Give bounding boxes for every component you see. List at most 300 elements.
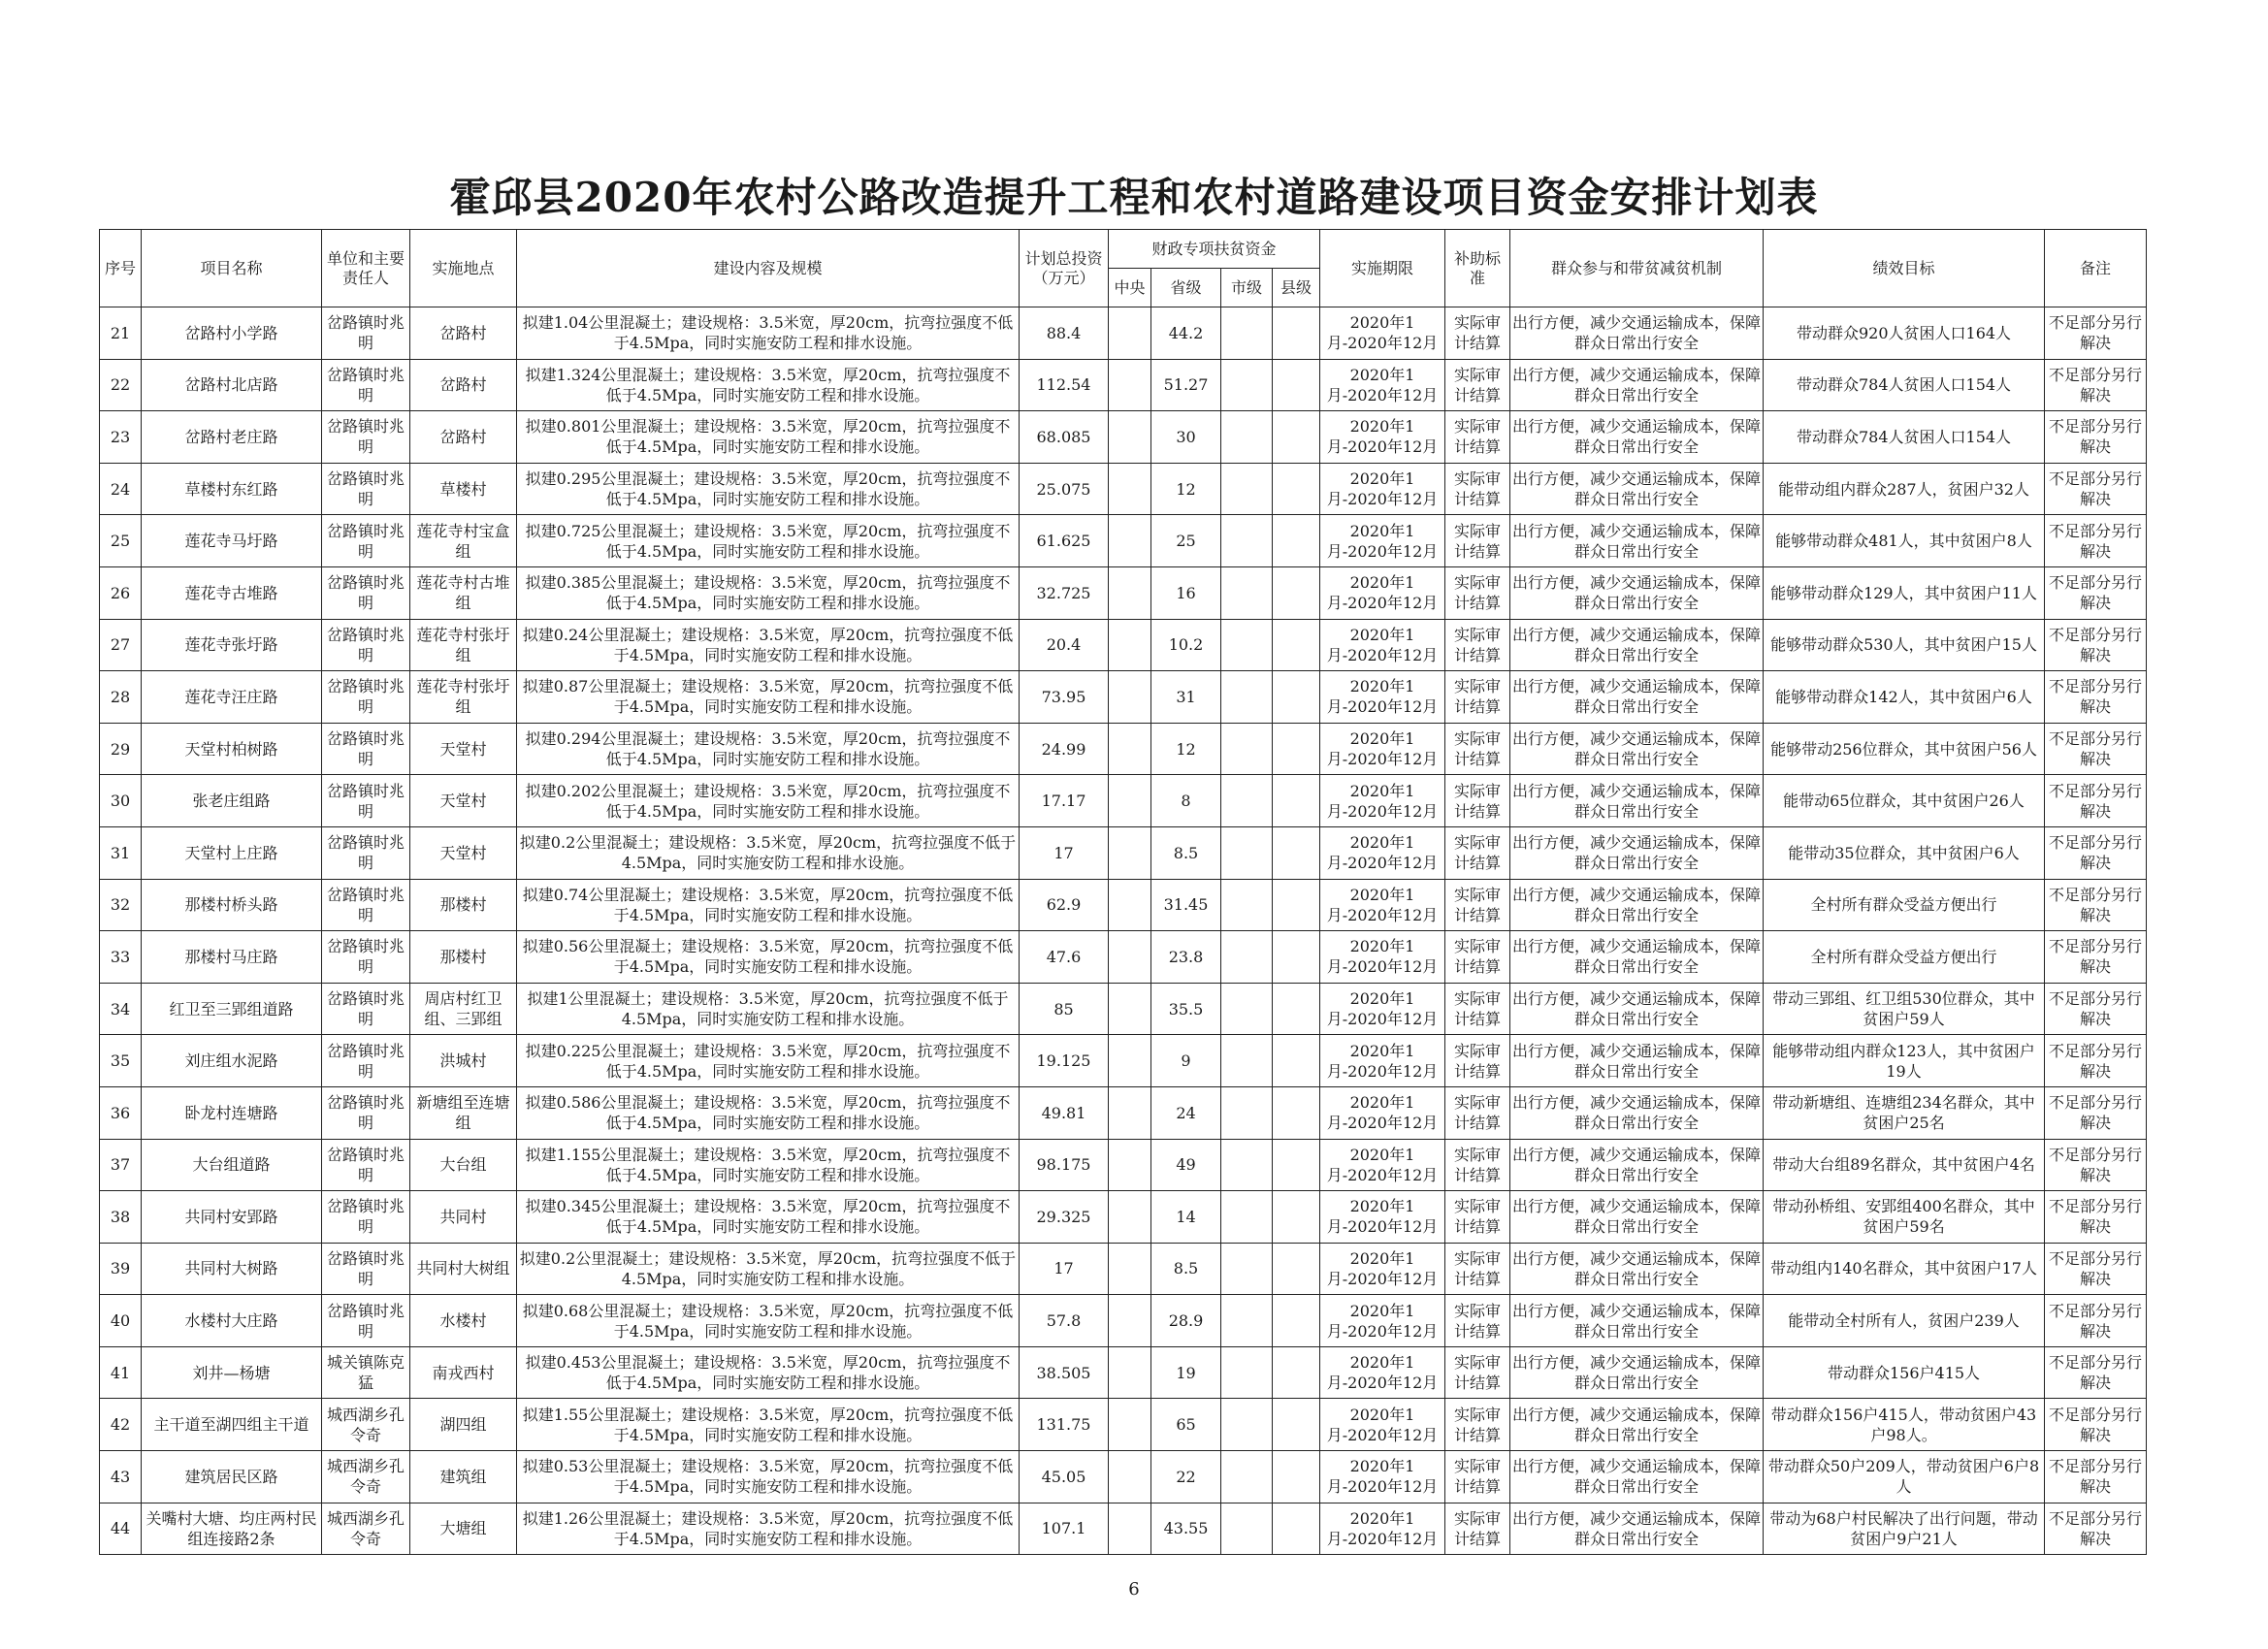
cell-province: 35.5 <box>1151 983 1221 1035</box>
cell-performance: 能带动全村所有人，贫困户239人 <box>1764 1295 2045 1347</box>
cell-subsidy: 实际审计结算 <box>1445 619 1510 671</box>
cell-content: 拟建0.586公里混凝土；建设规格：3.5米宽，厚20cm，抗弯拉强度不低于4.5Mpa，同时实施安防工程和排水设施。 <box>517 1086 1020 1139</box>
cell-subsidy: 实际审计结算 <box>1445 671 1510 724</box>
cell-total: 19.125 <box>1020 1035 1109 1087</box>
cell-seq: 39 <box>100 1243 142 1295</box>
cell-seq: 30 <box>100 775 142 827</box>
cell-location: 水楼村 <box>410 1295 517 1347</box>
cell-period: 2020年1月-2020年12月 <box>1320 879 1445 931</box>
cell-seq: 34 <box>100 983 142 1035</box>
cell-county <box>1273 307 1320 360</box>
cell-city <box>1221 619 1273 671</box>
cell-name: 那楼村桥头路 <box>142 879 322 931</box>
header-province: 省级 <box>1151 269 1221 307</box>
cell-county <box>1273 1243 1320 1295</box>
cell-central <box>1109 1139 1151 1191</box>
cell-seq: 37 <box>100 1139 142 1191</box>
cell-seq: 21 <box>100 307 142 360</box>
cell-province: 51.27 <box>1151 359 1221 411</box>
cell-subsidy: 实际审计结算 <box>1445 463 1510 515</box>
cell-province: 49 <box>1151 1139 1221 1191</box>
cell-subsidy: 实际审计结算 <box>1445 1139 1510 1191</box>
cell-central <box>1109 1503 1151 1555</box>
cell-period: 2020年1月-2020年12月 <box>1320 1139 1445 1191</box>
cell-performance: 带动三郢组、红卫组530位群众，其中贫困户59人 <box>1764 983 2045 1035</box>
cell-province: 44.2 <box>1151 307 1221 360</box>
cell-city <box>1221 515 1273 567</box>
table-row <box>100 1243 2147 1295</box>
cell-mechanism: 出行方便，减少交通运输成本，保障群众日常出行安全 <box>1510 566 1764 619</box>
cell-name: 莲花寺古堆路 <box>142 566 322 619</box>
cell-remark: 不足部分另行解决 <box>2045 307 2147 360</box>
cell-remark: 不足部分另行解决 <box>2045 671 2147 724</box>
header-total: 计划总投资（万元） <box>1020 230 1109 307</box>
cell-name: 莲花寺马圩路 <box>142 515 322 567</box>
cell-location: 天堂村 <box>410 775 517 827</box>
cell-county <box>1273 463 1320 515</box>
cell-period: 2020年1月-2020年12月 <box>1320 1346 1445 1399</box>
cell-city <box>1221 463 1273 515</box>
cell-content: 拟建0.725公里混凝土；建设规格：3.5米宽，厚20cm，抗弯拉强度不低于4.5Mpa，同时实施安防工程和排水设施。 <box>517 515 1020 567</box>
cell-remark: 不足部分另行解决 <box>2045 723 2147 775</box>
cell-seq: 28 <box>100 671 142 724</box>
cell-city <box>1221 411 1273 464</box>
cell-content: 拟建1公里混凝土；建设规格：3.5米宽，厚20cm，抗弯拉强度不低于4.5Mpa，同时实施安防工程和排水设施。 <box>517 983 1020 1035</box>
cell-seq: 44 <box>100 1503 142 1555</box>
cell-mechanism: 出行方便，减少交通运输成本，保障群众日常出行安全 <box>1510 619 1764 671</box>
cell-mechanism: 出行方便，减少交通运输成本，保障群众日常出行安全 <box>1510 1191 1764 1244</box>
cell-location: 共同村大树组 <box>410 1243 517 1295</box>
cell-province: 24 <box>1151 1086 1221 1139</box>
cell-mechanism: 出行方便，减少交通运输成本，保障群众日常出行安全 <box>1510 879 1764 931</box>
cell-seq: 33 <box>100 931 142 984</box>
cell-total: 107.1 <box>1020 1503 1109 1555</box>
cell-content: 拟建0.202公里混凝土；建设规格：3.5米宽，厚20cm，抗弯拉强度不低于4.5Mpa，同时实施安防工程和排水设施。 <box>517 775 1020 827</box>
cell-remark: 不足部分另行解决 <box>2045 515 2147 567</box>
cell-name: 天堂村柏树路 <box>142 723 322 775</box>
cell-performance: 全村所有群众受益方便出行 <box>1764 879 2045 931</box>
cell-province: 31 <box>1151 671 1221 724</box>
cell-name: 张老庄组路 <box>142 775 322 827</box>
cell-total: 98.175 <box>1020 1139 1109 1191</box>
cell-performance: 带动新塘组、连塘组234名群众，其中贫困户25名 <box>1764 1086 2045 1139</box>
cell-period: 2020年1月-2020年12月 <box>1320 1451 1445 1504</box>
cell-content: 拟建0.345公里混凝土；建设规格：3.5米宽，厚20cm，抗弯拉强度不低于4.5Mpa，同时实施安防工程和排水设施。 <box>517 1191 1020 1244</box>
cell-total: 17.17 <box>1020 775 1109 827</box>
cell-period: 2020年1月-2020年12月 <box>1320 359 1445 411</box>
cell-performance: 带动群众156户415人，带动贫困户43户98人。 <box>1764 1399 2045 1451</box>
cell-subsidy: 实际审计结算 <box>1445 1243 1510 1295</box>
cell-subsidy: 实际审计结算 <box>1445 1503 1510 1555</box>
cell-seq: 42 <box>100 1399 142 1451</box>
cell-seq: 41 <box>100 1346 142 1399</box>
cell-subsidy: 实际审计结算 <box>1445 775 1510 827</box>
cell-total: 29.325 <box>1020 1191 1109 1244</box>
cell-province: 8 <box>1151 775 1221 827</box>
cell-remark: 不足部分另行解决 <box>2045 566 2147 619</box>
cell-performance: 能够带动组内群众123人，其中贫困户19人 <box>1764 1035 2045 1087</box>
cell-performance: 能带动65位群众，其中贫困户26人 <box>1764 775 2045 827</box>
cell-name: 卧龙村连塘路 <box>142 1086 322 1139</box>
cell-location: 莲花寺村张圩组 <box>410 619 517 671</box>
cell-period: 2020年1月-2020年12月 <box>1320 1035 1445 1087</box>
cell-name: 建筑居民区路 <box>142 1451 322 1504</box>
cell-remark: 不足部分另行解决 <box>2045 1035 2147 1087</box>
cell-period: 2020年1月-2020年12月 <box>1320 515 1445 567</box>
header-name: 项目名称 <box>142 230 322 307</box>
cell-location: 南戎西村 <box>410 1346 517 1399</box>
cell-city <box>1221 931 1273 984</box>
cell-remark: 不足部分另行解决 <box>2045 983 2147 1035</box>
cell-performance: 能够带动256位群众，其中贫困户56人 <box>1764 723 2045 775</box>
cell-subsidy: 实际审计结算 <box>1445 1399 1510 1451</box>
cell-seq: 32 <box>100 879 142 931</box>
cell-unit: 岔路镇时兆明 <box>322 1086 410 1139</box>
cell-county <box>1273 983 1320 1035</box>
cell-province: 28.9 <box>1151 1295 1221 1347</box>
cell-location: 天堂村 <box>410 723 517 775</box>
cell-remark: 不足部分另行解决 <box>2045 1086 2147 1139</box>
cell-name: 红卫至三郢组道路 <box>142 983 322 1035</box>
header-content: 建设内容及规模 <box>517 230 1020 307</box>
cell-total: 131.75 <box>1020 1399 1109 1451</box>
cell-remark: 不足部分另行解决 <box>2045 1295 2147 1347</box>
cell-remark: 不足部分另行解决 <box>2045 619 2147 671</box>
cell-period: 2020年1月-2020年12月 <box>1320 775 1445 827</box>
cell-unit: 城关镇陈克猛 <box>322 1346 410 1399</box>
cell-remark: 不足部分另行解决 <box>2045 1399 2147 1451</box>
cell-province: 65 <box>1151 1399 1221 1451</box>
cell-content: 拟建1.26公里混凝土；建设规格：3.5米宽，厚20cm，抗弯拉强度不低于4.5Mpa，同时实施安防工程和排水设施。 <box>517 1503 1020 1555</box>
cell-city <box>1221 1346 1273 1399</box>
cell-unit: 岔路镇时兆明 <box>322 463 410 515</box>
cell-location: 大塘组 <box>410 1503 517 1555</box>
cell-performance: 带动大台组89名群众，其中贫困户4名 <box>1764 1139 2045 1191</box>
cell-content: 拟建0.295公里混凝土；建设规格：3.5米宽，厚20cm，抗弯拉强度不低于4.5Mpa，同时实施安防工程和排水设施。 <box>517 463 1020 515</box>
cell-location: 那楼村 <box>410 879 517 931</box>
cell-location: 湖四组 <box>410 1399 517 1451</box>
cell-name: 水楼村大庄路 <box>142 1295 322 1347</box>
cell-performance: 带动为68户村民解决了出行问题，带动贫困户9户21人 <box>1764 1503 2045 1555</box>
cell-province: 14 <box>1151 1191 1221 1244</box>
cell-city <box>1221 775 1273 827</box>
cell-subsidy: 实际审计结算 <box>1445 1451 1510 1504</box>
cell-performance: 带动群众784人贫困人口154人 <box>1764 411 2045 464</box>
cell-content: 拟建0.801公里混凝土；建设规格：3.5米宽，厚20cm，抗弯拉强度不低于4.5Mpa，同时实施安防工程和排水设施。 <box>517 411 1020 464</box>
funding-plan-table <box>99 229 2147 1555</box>
cell-remark: 不足部分另行解决 <box>2045 1451 2147 1504</box>
cell-remark: 不足部分另行解决 <box>2045 359 2147 411</box>
cell-performance: 带动群众50户209人，带动贫困户6户8人 <box>1764 1451 2045 1504</box>
cell-subsidy: 实际审计结算 <box>1445 515 1510 567</box>
cell-unit: 岔路镇时兆明 <box>322 359 410 411</box>
cell-unit: 城西湖乡孔令奇 <box>322 1399 410 1451</box>
cell-central <box>1109 619 1151 671</box>
cell-location: 岔路村 <box>410 359 517 411</box>
cell-total: 45.05 <box>1020 1451 1109 1504</box>
cell-mechanism: 出行方便，减少交通运输成本，保障群众日常出行安全 <box>1510 723 1764 775</box>
cell-performance: 全村所有群众受益方便出行 <box>1764 931 2045 984</box>
cell-content: 拟建0.68公里混凝土；建设规格：3.5米宽，厚20cm，抗弯拉强度不低于4.5Mpa，同时实施安防工程和排水设施。 <box>517 1295 1020 1347</box>
cell-location: 岔路村 <box>410 411 517 464</box>
cell-name: 那楼村马庄路 <box>142 931 322 984</box>
cell-total: 32.725 <box>1020 566 1109 619</box>
cell-name: 岔路村小学路 <box>142 307 322 360</box>
cell-mechanism: 出行方便，减少交通运输成本，保障群众日常出行安全 <box>1510 411 1764 464</box>
cell-county <box>1273 1191 1320 1244</box>
cell-content: 拟建0.225公里混凝土；建设规格：3.5米宽，厚20cm，抗弯拉强度不低于4.5Mpa，同时实施安防工程和排水设施。 <box>517 1035 1020 1087</box>
cell-county <box>1273 619 1320 671</box>
cell-name: 共同村安郢路 <box>142 1191 322 1244</box>
cell-location: 草楼村 <box>410 463 517 515</box>
cell-performance: 带动组内140名群众，其中贫困户17人 <box>1764 1243 2045 1295</box>
cell-mechanism: 出行方便，减少交通运输成本，保障群众日常出行安全 <box>1510 515 1764 567</box>
cell-mechanism: 出行方便，减少交通运输成本，保障群众日常出行安全 <box>1510 1346 1764 1399</box>
cell-location: 莲花寺村宝盒组 <box>410 515 517 567</box>
cell-content: 拟建0.2公里混凝土；建设规格：3.5米宽，厚20cm，抗弯拉强度不低于4.5Mpa，同时实施安防工程和排水设施。 <box>517 826 1020 879</box>
cell-central <box>1109 775 1151 827</box>
cell-subsidy: 实际审计结算 <box>1445 931 1510 984</box>
table-row <box>100 1191 2147 1244</box>
cell-central <box>1109 515 1151 567</box>
cell-performance: 能带动组内群众287人，贫困户32人 <box>1764 463 2045 515</box>
cell-content: 拟建0.2公里混凝土；建设规格：3.5米宽，厚20cm，抗弯拉强度不低于4.5Mpa，同时实施安防工程和排水设施。 <box>517 1243 1020 1295</box>
cell-period: 2020年1月-2020年12月 <box>1320 931 1445 984</box>
header-seq: 序号 <box>100 230 142 307</box>
cell-total: 47.6 <box>1020 931 1109 984</box>
cell-city <box>1221 1451 1273 1504</box>
cell-province: 23.8 <box>1151 931 1221 984</box>
cell-province: 10.2 <box>1151 619 1221 671</box>
cell-content: 拟建0.453公里混凝土；建设规格：3.5米宽，厚20cm，抗弯拉强度不低于4.5Mpa，同时实施安防工程和排水设施。 <box>517 1346 1020 1399</box>
cell-performance: 带动群众784人贫困人口154人 <box>1764 359 2045 411</box>
cell-city <box>1221 1035 1273 1087</box>
cell-city <box>1221 1086 1273 1139</box>
cell-unit: 岔路镇时兆明 <box>322 619 410 671</box>
cell-performance: 能够带动群众142人，其中贫困户6人 <box>1764 671 2045 724</box>
cell-province: 43.55 <box>1151 1503 1221 1555</box>
cell-seq: 23 <box>100 411 142 464</box>
cell-location: 那楼村 <box>410 931 517 984</box>
table-row <box>100 411 2147 464</box>
cell-central <box>1109 723 1151 775</box>
table-row <box>100 1503 2147 1555</box>
header-central: 中央 <box>1109 269 1151 307</box>
cell-performance: 能够带动群众129人，其中贫困户11人 <box>1764 566 2045 619</box>
cell-performance: 带动群众920人贫困人口164人 <box>1764 307 2045 360</box>
cell-seq: 25 <box>100 515 142 567</box>
cell-mechanism: 出行方便，减少交通运输成本，保障群众日常出行安全 <box>1510 1243 1764 1295</box>
header-remark: 备注 <box>2045 230 2147 307</box>
cell-content: 拟建0.294公里混凝土；建设规格：3.5米宽，厚20cm，抗弯拉强度不低于4.5Mpa，同时实施安防工程和排水设施。 <box>517 723 1020 775</box>
cell-period: 2020年1月-2020年12月 <box>1320 1399 1445 1451</box>
cell-period: 2020年1月-2020年12月 <box>1320 826 1445 879</box>
cell-location: 新塘组至连塘组 <box>410 1086 517 1139</box>
cell-central <box>1109 1086 1151 1139</box>
cell-period: 2020年1月-2020年12月 <box>1320 411 1445 464</box>
cell-mechanism: 出行方便，减少交通运输成本，保障群众日常出行安全 <box>1510 931 1764 984</box>
cell-remark: 不足部分另行解决 <box>2045 463 2147 515</box>
cell-mechanism: 出行方便，减少交通运输成本，保障群众日常出行安全 <box>1510 1451 1764 1504</box>
cell-mechanism: 出行方便，减少交通运输成本，保障群众日常出行安全 <box>1510 307 1764 360</box>
cell-city <box>1221 1191 1273 1244</box>
cell-county <box>1273 1086 1320 1139</box>
cell-performance: 能够带动群众481人，其中贫困户8人 <box>1764 515 2045 567</box>
cell-location: 莲花寺村张圩组 <box>410 671 517 724</box>
cell-name: 草楼村东红路 <box>142 463 322 515</box>
cell-city <box>1221 359 1273 411</box>
cell-period: 2020年1月-2020年12月 <box>1320 1243 1445 1295</box>
cell-seq: 38 <box>100 1191 142 1244</box>
cell-seq: 43 <box>100 1451 142 1504</box>
cell-period: 2020年1月-2020年12月 <box>1320 671 1445 724</box>
cell-remark: 不足部分另行解决 <box>2045 826 2147 879</box>
cell-remark: 不足部分另行解决 <box>2045 411 2147 464</box>
table-row <box>100 826 2147 879</box>
table-row <box>100 566 2147 619</box>
table-row <box>100 775 2147 827</box>
cell-central <box>1109 1243 1151 1295</box>
cell-mechanism: 出行方便，减少交通运输成本，保障群众日常出行安全 <box>1510 775 1764 827</box>
cell-content: 拟建1.155公里混凝土；建设规格：3.5米宽，厚20cm，抗弯拉强度不低于4.5Mpa，同时实施安防工程和排水设施。 <box>517 1139 1020 1191</box>
cell-city <box>1221 1295 1273 1347</box>
cell-period: 2020年1月-2020年12月 <box>1320 723 1445 775</box>
cell-period: 2020年1月-2020年12月 <box>1320 1295 1445 1347</box>
cell-period: 2020年1月-2020年12月 <box>1320 1191 1445 1244</box>
cell-subsidy: 实际审计结算 <box>1445 879 1510 931</box>
cell-performance: 带动孙桥组、安郢组400名群众，其中贫困户59名 <box>1764 1191 2045 1244</box>
cell-central <box>1109 1295 1151 1347</box>
cell-province: 12 <box>1151 463 1221 515</box>
cell-seq: 27 <box>100 619 142 671</box>
cell-subsidy: 实际审计结算 <box>1445 1191 1510 1244</box>
cell-central <box>1109 359 1151 411</box>
cell-county <box>1273 515 1320 567</box>
cell-city <box>1221 307 1273 360</box>
header-mechanism: 群众参与和带贫减贫机制 <box>1510 230 1764 307</box>
cell-mechanism: 出行方便，减少交通运输成本，保障群众日常出行安全 <box>1510 1086 1764 1139</box>
table-row <box>100 619 2147 671</box>
cell-central <box>1109 566 1151 619</box>
cell-city <box>1221 671 1273 724</box>
cell-city <box>1221 1399 1273 1451</box>
cell-total: 68.085 <box>1020 411 1109 464</box>
cell-total: 17 <box>1020 826 1109 879</box>
cell-content: 拟建0.87公里混凝土；建设规格：3.5米宽，厚20cm，抗弯拉强度不低于4.5Mpa，同时实施安防工程和排水设施。 <box>517 671 1020 724</box>
cell-county <box>1273 1035 1320 1087</box>
cell-province: 12 <box>1151 723 1221 775</box>
cell-province: 25 <box>1151 515 1221 567</box>
table-row <box>100 1086 2147 1139</box>
cell-period: 2020年1月-2020年12月 <box>1320 307 1445 360</box>
cell-total: 57.8 <box>1020 1295 1109 1347</box>
cell-content: 拟建1.324公里混凝土；建设规格：3.5米宽，厚20cm，抗弯拉强度不低于4.5Mpa，同时实施安防工程和排水设施。 <box>517 359 1020 411</box>
cell-central <box>1109 411 1151 464</box>
cell-unit: 岔路镇时兆明 <box>322 1243 410 1295</box>
cell-location: 大台组 <box>410 1139 517 1191</box>
cell-mechanism: 出行方便，减少交通运输成本，保障群众日常出行安全 <box>1510 1295 1764 1347</box>
cell-county <box>1273 1399 1320 1451</box>
cell-central <box>1109 1399 1151 1451</box>
cell-unit: 岔路镇时兆明 <box>322 879 410 931</box>
cell-mechanism: 出行方便，减少交通运输成本，保障群众日常出行安全 <box>1510 826 1764 879</box>
page-number: 6 <box>1128 1579 1140 1600</box>
cell-period: 2020年1月-2020年12月 <box>1320 983 1445 1035</box>
cell-county <box>1273 931 1320 984</box>
cell-unit: 岔路镇时兆明 <box>322 1191 410 1244</box>
cell-province: 22 <box>1151 1451 1221 1504</box>
cell-period: 2020年1月-2020年12月 <box>1320 1086 1445 1139</box>
table-row <box>100 463 2147 515</box>
cell-total: 61.625 <box>1020 515 1109 567</box>
cell-city <box>1221 1503 1273 1555</box>
cell-province: 9 <box>1151 1035 1221 1087</box>
cell-unit: 岔路镇时兆明 <box>322 723 410 775</box>
header-performance: 绩效目标 <box>1764 230 2045 307</box>
table-row <box>100 671 2147 724</box>
header-funds: 财政专项扶贫资金 <box>1109 230 1320 269</box>
cell-subsidy: 实际审计结算 <box>1445 1086 1510 1139</box>
cell-central <box>1109 1035 1151 1087</box>
cell-mechanism: 出行方便，减少交通运输成本，保障群众日常出行安全 <box>1510 359 1764 411</box>
cell-content: 拟建1.55公里混凝土；建设规格：3.5米宽，厚20cm，抗弯拉强度不低于4.5Mpa，同时实施安防工程和排水设施。 <box>517 1399 1020 1451</box>
cell-seq: 40 <box>100 1295 142 1347</box>
cell-seq: 35 <box>100 1035 142 1087</box>
cell-unit: 岔路镇时兆明 <box>322 411 410 464</box>
cell-subsidy: 实际审计结算 <box>1445 359 1510 411</box>
cell-remark: 不足部分另行解决 <box>2045 879 2147 931</box>
cell-central <box>1109 931 1151 984</box>
cell-city <box>1221 566 1273 619</box>
cell-location: 莲花寺村古堆组 <box>410 566 517 619</box>
cell-total: 17 <box>1020 1243 1109 1295</box>
table-row <box>100 359 2147 411</box>
page-title: 霍邱县2020年农村公路改造提升工程和农村道路建设项目资金安排计划表 <box>449 174 1819 221</box>
cell-performance: 能够带动群众530人，其中贫困户15人 <box>1764 619 2045 671</box>
cell-name: 莲花寺张圩路 <box>142 619 322 671</box>
cell-name: 岔路村老庄路 <box>142 411 322 464</box>
cell-central <box>1109 1451 1151 1504</box>
table-row <box>100 1451 2147 1504</box>
cell-county <box>1273 359 1320 411</box>
cell-county <box>1273 826 1320 879</box>
header-location: 实施地点 <box>410 230 517 307</box>
cell-city <box>1221 879 1273 931</box>
cell-city <box>1221 983 1273 1035</box>
cell-remark: 不足部分另行解决 <box>2045 931 2147 984</box>
cell-name: 刘井—杨塘 <box>142 1346 322 1399</box>
cell-central <box>1109 671 1151 724</box>
header-period: 实施期限 <box>1320 230 1445 307</box>
cell-county <box>1273 1295 1320 1347</box>
cell-seq: 26 <box>100 566 142 619</box>
cell-period: 2020年1月-2020年12月 <box>1320 463 1445 515</box>
cell-total: 24.99 <box>1020 723 1109 775</box>
cell-unit: 岔路镇时兆明 <box>322 775 410 827</box>
cell-mechanism: 出行方便，减少交通运输成本，保障群众日常出行安全 <box>1510 983 1764 1035</box>
cell-county <box>1273 671 1320 724</box>
table-row <box>100 1346 2147 1399</box>
cell-city <box>1221 1139 1273 1191</box>
cell-unit: 岔路镇时兆明 <box>322 671 410 724</box>
cell-province: 16 <box>1151 566 1221 619</box>
cell-mechanism: 出行方便，减少交通运输成本，保障群众日常出行安全 <box>1510 1139 1764 1191</box>
table-row <box>100 983 2147 1035</box>
cell-content: 拟建0.24公里混凝土；建设规格：3.5米宽，厚20cm，抗弯拉强度不低于4.5Mpa，同时实施安防工程和排水设施。 <box>517 619 1020 671</box>
cell-seq: 22 <box>100 359 142 411</box>
cell-subsidy: 实际审计结算 <box>1445 411 1510 464</box>
cell-central <box>1109 879 1151 931</box>
